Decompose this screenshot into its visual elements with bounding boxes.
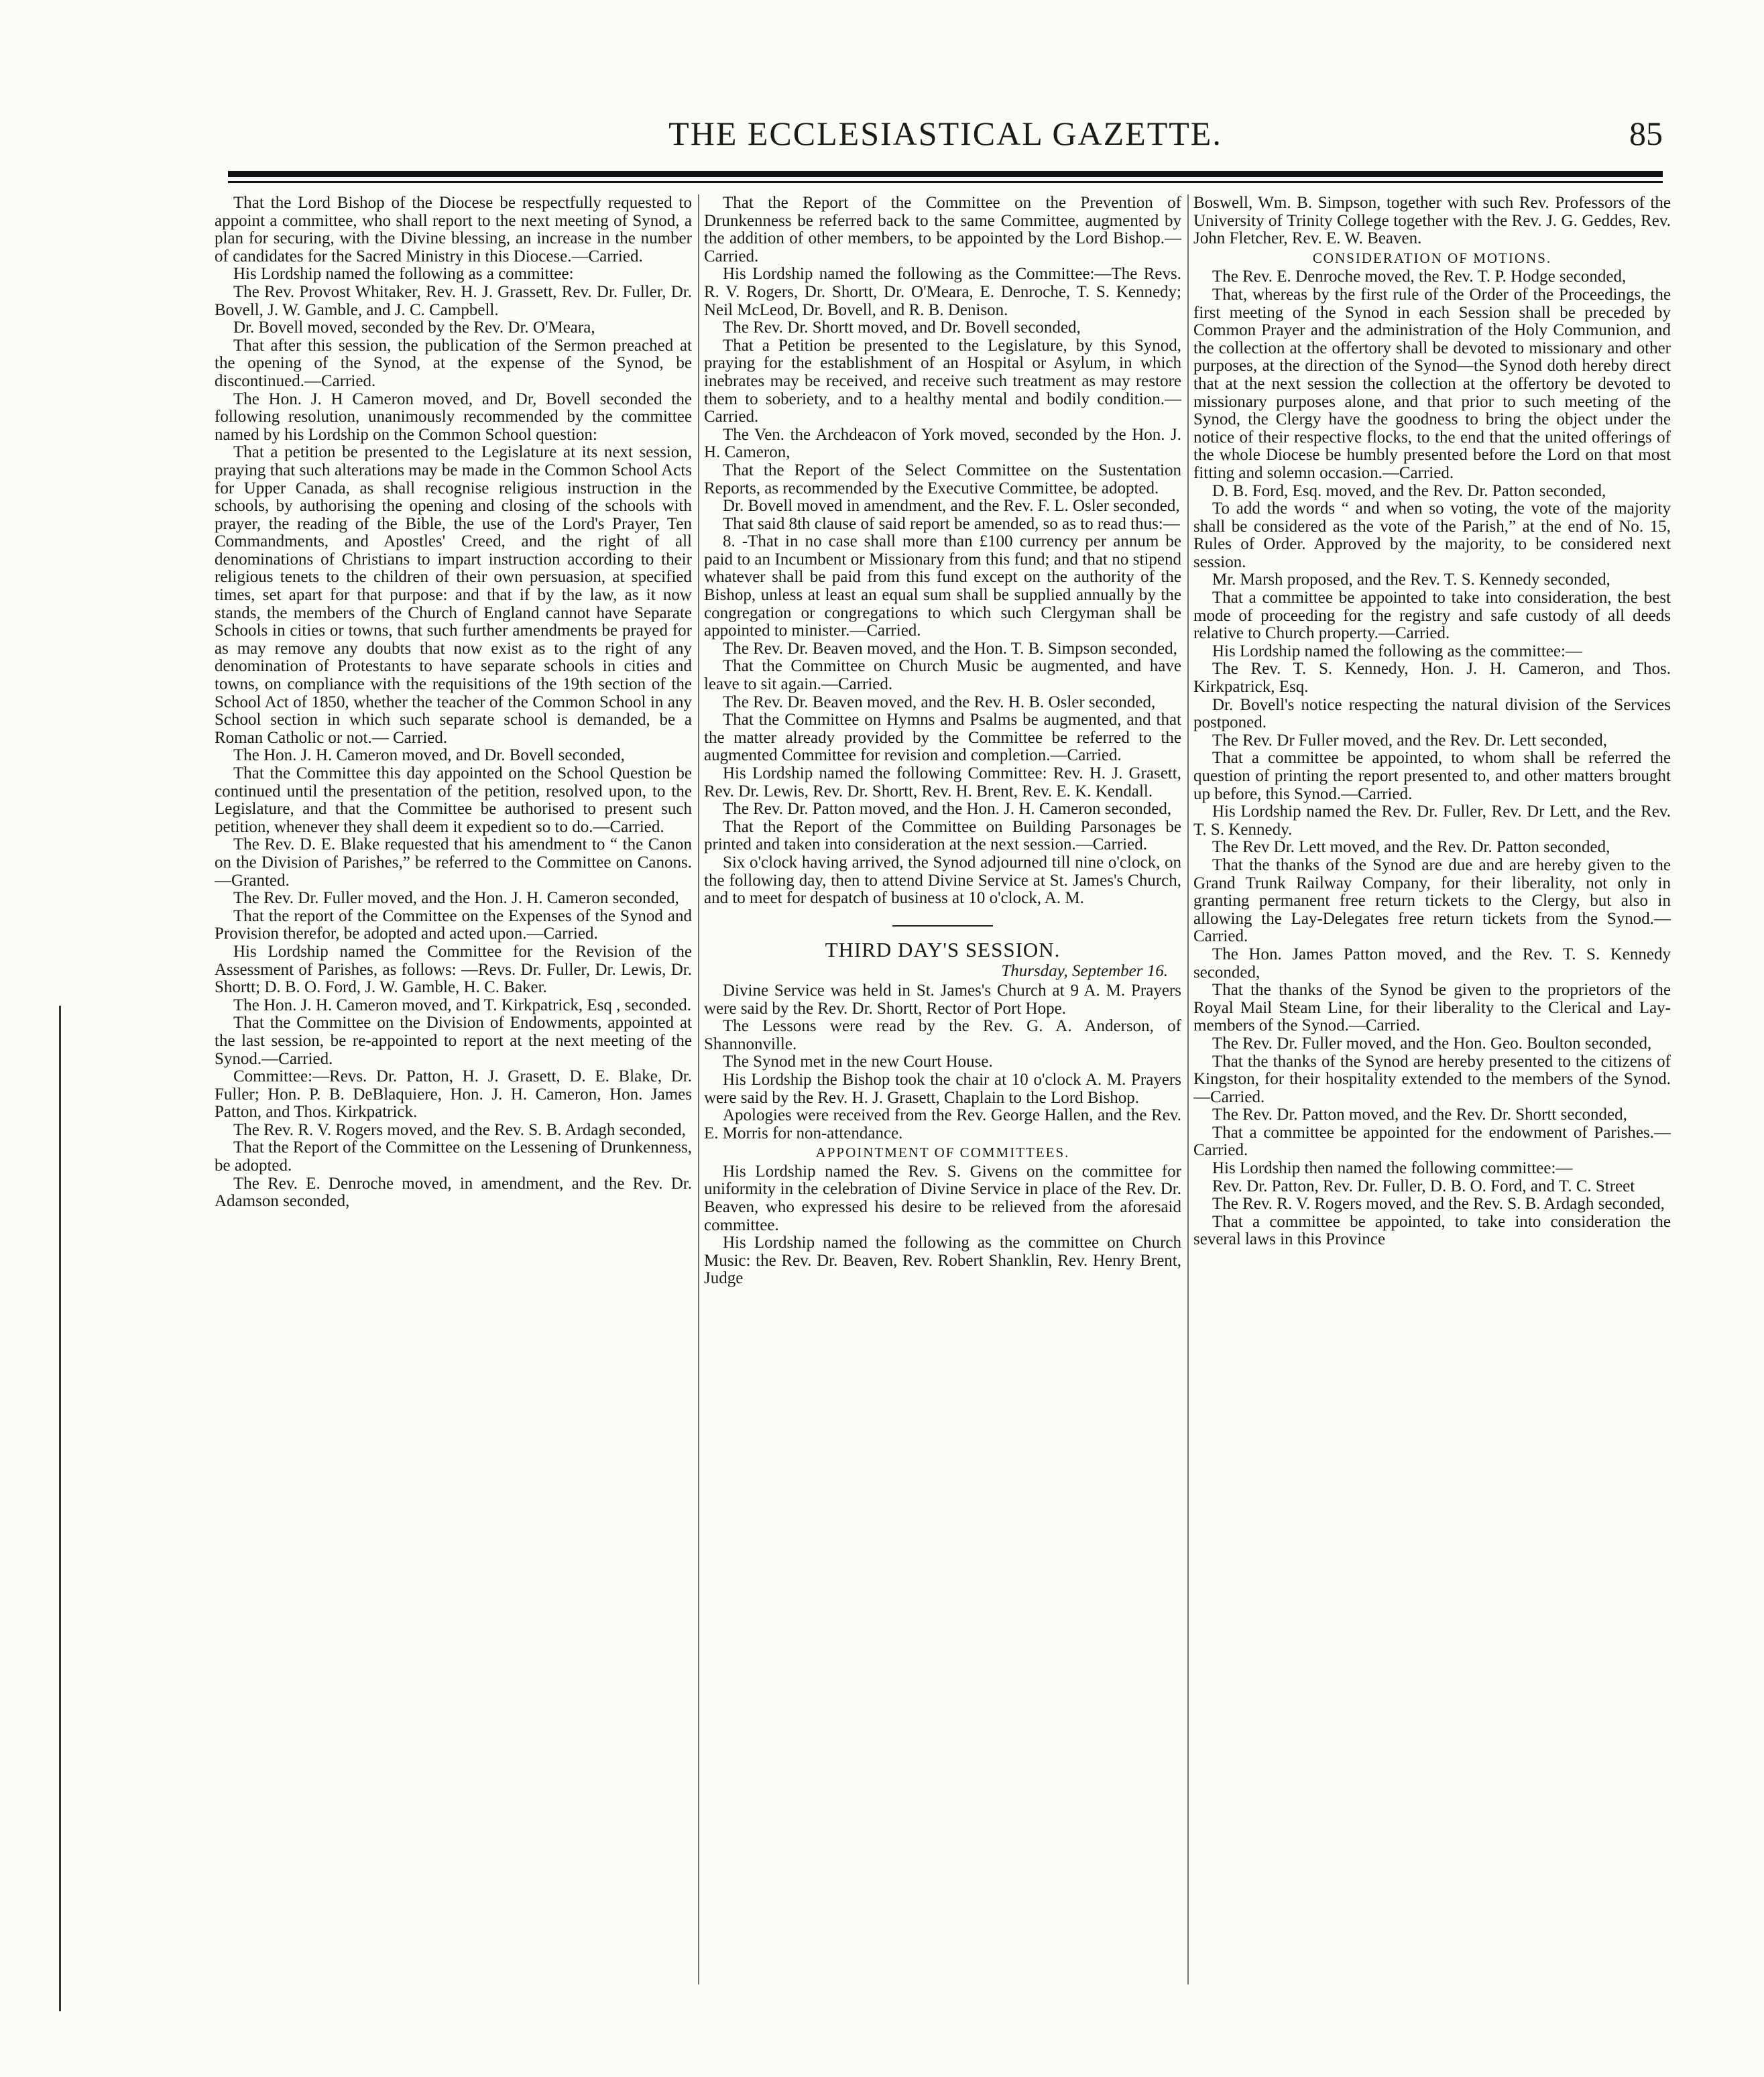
paragraph: Divine Service was held in St. James's Church at 9 A. M. Prayers were said by the Rev. Dr. Shortt, Rector of Port Hope. — [704, 981, 1181, 1018]
paragraph: Dr. Bovell moved in amendment, and the Rev. F. L. Osler seconded, — [723, 497, 1180, 516]
paragraph: That the Report of the Committee on Building Parsonages be printed and taken into consideration at the next session.—Carried. — [704, 817, 1181, 854]
paragraph: The Rev. R. V. Rogers moved, and the Rev. S. B. Ardagh seconded, — [1212, 1195, 1665, 1213]
paragraph: Apologies were received from the Rev. George Hallen, and the Rev. E. Morris for non-attendance. — [704, 1106, 1181, 1142]
paragraph: Six o'clock having arrived, the Synod adjourned till nine o'clock, on the following day, then to attend Divine Service at St. James's Church, and to meet for despatch of business at 10 o'clock, A. M. — [704, 853, 1181, 908]
paragraph: That the thanks of the Synod be given to the proprietors of the Royal Mail Steam Line, for their liberality to the Clerical and Lay-members of the Synod.—Carried. — [1193, 981, 1671, 1035]
paragraph: That the thanks of the Synod are hereby presented to the citizens of Kingston, for their hospitality extended to the members of the Synod. —Carried. — [1193, 1052, 1671, 1106]
paragraph: His Lordship named the following as a committee: — [233, 265, 574, 284]
paragraph: To add the words “ and when so voting, the vote of the majority shall be considered as the vote of the Parish,” at the end of No. 15, Rules of Order. Approved by the majority, to be considered next session. — [1193, 499, 1671, 571]
paragraph: Mr. Marsh proposed, and the Rev. T. S. Kennedy seconded, — [1212, 571, 1610, 589]
paragraph: That the report of the Committee on the Expenses of the Synod and Provision therefor, be adopted and acted upon.—Carried. — [215, 906, 692, 943]
paragraph: The Rev. E. Denroche moved, the Rev. T. P. Hodge seconded, — [1212, 268, 1627, 286]
paragraph: Committee:—Revs. Dr. Patton, H. J. Grasett, D. E. Blake, Dr. Fuller; Hon. P. B. DeBlaquiere, Hon. J. H. Cameron, Hon. James Patton, and Thos. Kirkpatrick. — [215, 1067, 692, 1122]
paragraph: The Rev. R. V. Rogers moved, and the Rev. S. B. Ardagh seconded, — [233, 1120, 686, 1139]
paragraph: The Lessons were read by the Rev. G. A. Anderson, of Shannonville. — [704, 1017, 1181, 1053]
paragraph: The Hon. J. H. Cameron moved, and Dr. Bovell seconded, — [233, 746, 625, 765]
dateline: Thursday, September 16. — [1001, 962, 1168, 981]
paragraph: His Lordship named the following as the committee on Church Music: the Rev. Dr. Beaven, Rev. Robert Shanklin, Rev. Henry Brent, Judge — [704, 1234, 1181, 1288]
paragraph: The Rev. Dr. Fuller moved, and the Hon. Geo. Boulton seconded, — [1212, 1034, 1652, 1053]
page-edge-line — [59, 1006, 61, 2011]
paragraph: That said 8th clause of said report be amended, so as to read thus:— — [723, 514, 1180, 533]
paragraph: That the Committee this day appointed on the School Question be continued until the presentation of the petition, resolved upon, to the Legislature, and that the Committee be authorised to present such petition, whenever they shall deem it expedient so to do.—Carried. — [215, 764, 692, 836]
paragraph: D. B. Ford, Esq. moved, and the Rev. Dr. Patton seconded, — [1212, 481, 1606, 500]
paragraph: The Rev. Dr. Beaven moved, and the Hon. T. B. Simpson seconded, — [723, 639, 1177, 658]
paragraph: His Lordship then named the following committee:— — [1212, 1159, 1573, 1178]
paragraph: His Lordship named the following as the committee:— — [1212, 642, 1582, 660]
paragraph: Dr. Bovell moved, seconded by the Rev. Dr. O'Meara, — [233, 318, 595, 337]
paragraph: His Lordship named the Committee for the Revision of the Assessment of Parishes, as follows: —Revs. Dr. Fuller, Dr. Lewis, Dr. Shortt; D. B. O. Ford, J. W. Gamble, H. C. Baker. — [215, 942, 692, 997]
paragraph: The Ven. the Archdeacon of York moved, seconded by the Hon. J. H. Cameron, — [704, 425, 1181, 462]
page-header — [228, 114, 1663, 161]
paragraph: That the Committee on Hymns and Psalms be augmented, and that the matter already provided by the Committee be referred to the augmented Committee for revision and completion.—Carried. — [704, 711, 1181, 765]
paragraph: His Lordship named the Rev. S. Givens on the committee for uniformity in the celebration of Divine Service in place of the Rev. Dr. Beaven, who expressed his desire to be relieved from the aforesaid committee. — [704, 1162, 1181, 1234]
paragraph: The Rev. Dr. Beaven moved, and the Rev. H. B. Osler seconded, — [723, 693, 1156, 711]
paragraph: The Hon. J. H. Cameron moved, and T. Kirkpatrick, Esq , seconded. — [233, 996, 691, 1014]
column-divider — [698, 194, 699, 1984]
column-2 — [704, 194, 1181, 1991]
paragraph: That the Report of the Committee on the Lessening of Drunkenness, be adopted. — [215, 1138, 692, 1175]
header-rule-thin — [228, 181, 1663, 183]
paragraph: That the Report of the Select Committee on the Sustentation Reports, as recommended by the Executive Committee, be adopted. — [704, 461, 1181, 497]
paragraph: That the Committee on the Division of Endowments, appointed at the last session, be re-appointed to report at the next meeting of the Synod.—Carried. — [215, 1014, 692, 1068]
paragraph: That a Petition be presented to the Legislature, by this Synod, praying for the establishment of an Hospital or Asylum, in which inebrates may be received, and receive such treatment as may restore them to soberiety, and to a healthy mental and bodily condition.—Carried. — [704, 336, 1181, 426]
paragraph: That the Report of the Committee on the Prevention of Drunkenness be referred back to the same Committee, augmented by the addition of other members, to be appointed by the Lord Bishop.—Carried. — [704, 194, 1181, 265]
paragraph: That a petition be presented to the Legislature at its next session, praying that such alterations may be made in the Common School Acts for Upper Canada, as shall recognise religious instruction in the schools, by authorising the opening and closing of the schools with prayer, the reading of the Bible, the use of the Lord's Prayer, Ten Commandments, and Apostles' Creed, and the right of all denominations of Christians to impart instruction according to their religious tenets to the children of their own persuasion, at specified times, set apart for that purpose: and that if by the law, as it now stands, the members of the Church of England cannot have Separate Schools in cities or towns, that such further amendments be prayed for as may remove any doubts that now exist as to the right of any denomination of Protestants to have separate schools in cities and towns, on compliance with the requisitions of the 19th section of the School Act of 1850, whether the teacher of the Common School in any School section in which such separate school is demanded, be a Roman Catholic or not.— Carried. — [215, 443, 692, 747]
paragraph: That, whereas by the first rule of the Order of the Proceedings, the first meeting of the Synod in each Session shall be preceded by Common Prayer and the administration of the Holy Communion, and the collection at the offertory shall be devoted to missionary and other purposes, at the direction of the Synod—the Synod doth hereby direct that at the next session the collection at the offertory be devoted to missionary purposes alone, and that prior to such meeting of the Synod, the Clergy have the goodness to bring the object under the notice of their respective flocks, to the end that the united offerings of the whole Diocese be humbly presented before the Lord on that most fitting and solemn occasion.—Carried. — [1193, 285, 1671, 482]
column-1 — [215, 194, 692, 1991]
section-rule — [892, 925, 993, 927]
paragraph: The Synod met in the new Court House. — [723, 1053, 993, 1071]
column-3 — [1193, 194, 1671, 1991]
paragraph: That a committee be appointed to take into consideration, the best mode of proceeding for the registry and safe custody of all deeds relative to Church property.—Carried. — [1193, 589, 1671, 643]
section-heading: THIRD DAY'S SESSION. — [825, 937, 1061, 961]
paragraph: His Lordship the Bishop took the chair at 10 o'clock A. M. Prayers were said by the Rev. H. J. Grasett, Chaplain to the Lord Bishop. — [704, 1070, 1181, 1107]
paragraph: The Rev. D. E. Blake requested that his amendment to “ the Canon on the Division of Parishes,” be referred to the Committee on Canons. —Granted. — [215, 835, 692, 890]
paragraph: The Rev. T. S. Kennedy, Hon. J. H. Cameron, and Thos. Kirkpatrick, Esq. — [1193, 660, 1671, 697]
text-columns — [215, 194, 1676, 1991]
paragraph: The Rev. Dr. Patton moved, and the Hon. J. H. Cameron seconded, — [723, 800, 1172, 819]
header-rule-thick — [228, 171, 1663, 177]
paragraph: Boswell, Wm. B. Simpson, together with such Rev. Professors of the University of Trinity College together with the Rev. J. G. Geddes, Rev. John Fletcher, Rev. E. W. Beaven. — [1193, 194, 1671, 248]
paragraph: His Lordship named the following as the Committee:—The Revs. R. V. Rogers, Dr. Shortt, Dr. O'Meara, E. Denroche, T. S. Kennedy; Neil McLeod, Dr. Bovell, and R. B. Denison. — [704, 265, 1181, 319]
paragraph: That a committee be appointed, to whom shall be referred the question of printing the report presented to, and other matters brought up before, this Synod.—Carried. — [1193, 749, 1671, 803]
paragraph: That after this session, the publication of the Sermon preached at the opening of the Synod, at the expense of the Synod, be discontinued.—Carried. — [215, 336, 692, 390]
paragraph: Dr. Bovell's notice respecting the natural division of the Services postponed. — [1193, 695, 1671, 732]
paragraph: His Lordship named the following Committee: Rev. H. J. Grasett, Rev. Dr. Lewis, Rev. Dr. Shortt, Rev. H. Brent, Rev. E. K. Kendall. — [704, 764, 1181, 800]
paragraph: That the Lord Bishop of the Diocese be respectfully requested to appoint a committee, who shall report to the next meeting of Synod, a plan for securing, with the Divine blessing, an increase in the number of candidates for the Sacred Ministry in this Diocese.—Carried. — [215, 194, 692, 265]
page-title: THE ECCLESIASTICAL GAZETTE. — [668, 115, 1222, 152]
paragraph: That the Committee on Church Music be augmented, and have leave to sit again.—Carried. — [704, 657, 1181, 694]
paragraph: The Hon. J. H Cameron moved, and Dr, Bovell seconded the following resolution, unanimously recommended by the committee named by his Lordship on the Common School question: — [215, 390, 692, 444]
paragraph: That a committee be appointed, to take into consideration the several laws in this Province — [1193, 1212, 1671, 1249]
subheading: CONSIDERATION OF MOTIONS. — [1312, 249, 1552, 266]
paragraph: The Rev. Dr Fuller moved, and the Rev. Dr. Lett seconded, — [1212, 731, 1607, 750]
paragraph: The Rev. E. Denroche moved, in amendment, and the Rev. Dr. Adamson seconded, — [215, 1174, 692, 1211]
page-number: 85 — [1629, 115, 1663, 152]
paragraph: That the thanks of the Synod are due and are hereby given to the Grand Trunk Railway Company, for their liberality, not only in granting permanent free return tickets to the Clergy, but also in allowing the Lay-Delegates free return tickets from the Synod.—Carried. — [1193, 855, 1671, 946]
paragraph: The Rev. Provost Whitaker, Rev. H. J. Grassett, Rev. Dr. Fuller, Dr. Bovell, J. W. Gamble, and J. C. Campbell. — [215, 282, 692, 319]
paragraph: His Lordship named the Rev. Dr. Fuller, Rev. Dr Lett, and the Rev. T. S. Kennedy. — [1193, 803, 1671, 839]
paragraph: The Rev Dr. Lett moved, and the Rev. Dr. Patton seconded, — [1212, 838, 1610, 857]
paragraph: The Rev. Dr. Shortt moved, and Dr. Bovell seconded, — [723, 318, 1081, 337]
paragraph: The Rev. Dr. Fuller moved, and the Hon. J. H. Cameron seconded, — [233, 889, 679, 908]
column-divider — [1187, 194, 1189, 1984]
paragraph: 8. -That in no case shall more than £100 currency per annum be paid to an Incumbent or Missionary from this fund; and that no stipend whatever shall be paid from this fund except on the authority of the Bishop, unless at least an equal sum shall be supplied annually by the congregation or congregations to which such Clergyman shall be appointed to minister.—Carried. — [704, 532, 1181, 640]
paragraph: The Hon. James Patton moved, and the Rev. T. S. Kennedy seconded, — [1193, 945, 1671, 982]
paragraph: That a committee be appointed for the endowment of Parishes.—Carried. — [1193, 1123, 1671, 1160]
paragraph: Rev. Dr. Patton, Rev. Dr. Fuller, D. B. O. Ford, and T. C. Street — [1212, 1177, 1635, 1195]
subheading: APPOINTMENT OF COMMITTEES. — [815, 1144, 1070, 1161]
paragraph: The Rev. Dr. Patton moved, and the Rev. Dr. Shortt seconded, — [1212, 1106, 1627, 1124]
